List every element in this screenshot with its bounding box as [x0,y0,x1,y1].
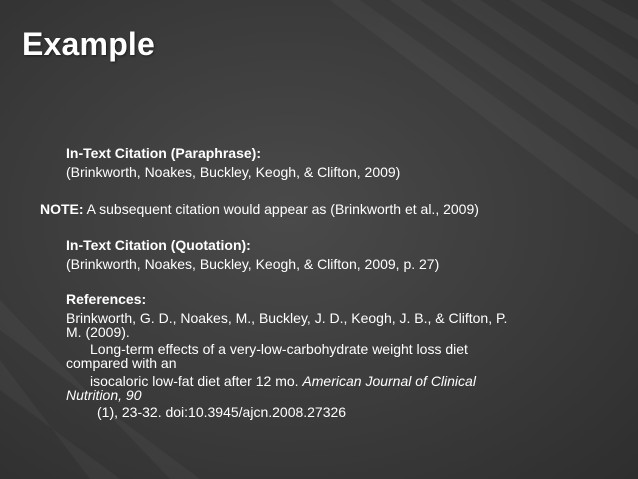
paraphrase-heading: In-Text Citation (Paraphrase): [66,145,261,161]
references-heading: References: [66,291,147,307]
reference-line-4: compared with an [66,355,177,371]
paraphrase-citation: (Brinkworth, Noakes, Buckley, Keogh, & Clifton, 2009) [66,164,401,180]
reference-line-5 [90,373,476,389]
reference-line-5-text: isocaloric low-fat diet after 12 mo. [90,373,303,389]
reference-line-2: M. (2009). [66,324,130,340]
reference-line-6: Nutrition, 90 [66,387,142,403]
quotation-heading: In-Text Citation (Quotation): [66,237,251,253]
reference-line-7: (1), 23-32. doi:10.3945/ajcn.2008.27326 [97,404,347,420]
note-label: NOTE: [40,201,84,217]
slide-title: Example [22,26,156,62]
reference-line-3: Long-term effects of a very-low-carbohydrate weight loss diet [90,341,468,357]
note-text: A subsequent citation would appear as (Brinkworth et al., 2009) [83,201,479,217]
reference-line-1: Brinkworth, G. D., Noakes, M., Buckley, J. D., Keogh, J. B., & Clifton, P. [66,310,508,326]
journal-name: American Journal of Clinical [302,373,476,389]
note-line [40,201,479,217]
quotation-citation: (Brinkworth, Noakes, Buckley, Keogh, & Clifton, 2009, p. 27) [66,256,440,272]
